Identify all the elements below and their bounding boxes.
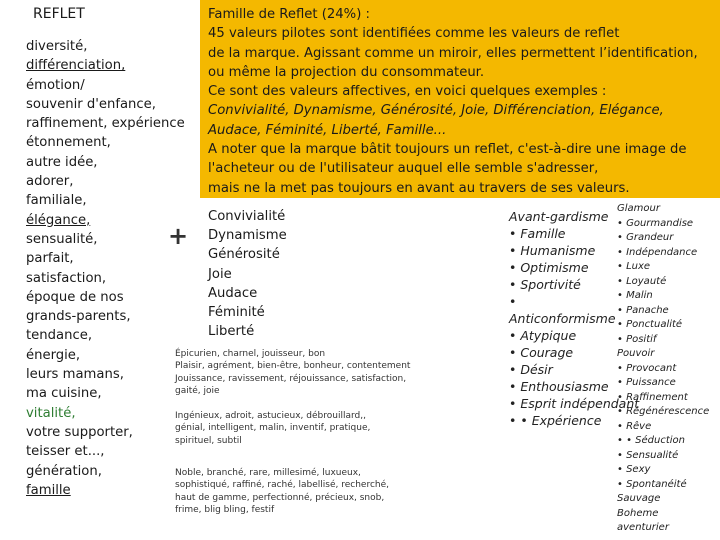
list-item: • Gourmandise	[617, 217, 694, 229]
list-item: • Famille	[509, 226, 566, 241]
list-item: Sauvage	[617, 493, 661, 504]
list-item: • Indépendance	[617, 246, 698, 258]
list-item: •	[509, 294, 517, 309]
list-item: • Luxe	[617, 261, 651, 272]
list-item: différenciation,	[26, 58, 126, 74]
definition-text	[208, 5, 718, 198]
description-line: Plaisir, agrément, bien-être, bonheur, contentement	[175, 361, 411, 372]
plus-sign: +	[168, 222, 189, 250]
list-item: vitalité,	[26, 405, 76, 421]
value-item: Liberté	[208, 324, 255, 340]
list-item: famille	[26, 482, 71, 498]
list-item: ma cuisine,	[26, 386, 102, 402]
description-line: haut de gamme, perfectionné, précieux, snob,	[175, 492, 385, 503]
list-item: élégance,	[26, 212, 91, 228]
list-item: familiale,	[26, 193, 87, 209]
description-line: frime, blig bling, festif	[175, 505, 275, 516]
list-item: énergie,	[26, 347, 81, 363]
value-item: Féminité	[208, 305, 265, 321]
list-item: souvenir d'enfance,	[26, 96, 156, 112]
list-item: • • Séduction	[617, 435, 685, 446]
description-group-2	[175, 410, 370, 447]
box-heading: Famille de Reflet (24%) :	[208, 7, 370, 22]
list-item: Glamour	[617, 203, 660, 214]
values-list	[208, 207, 287, 341]
value-item: Audace	[208, 285, 258, 301]
left-word-list	[26, 37, 185, 500]
description-line: Jouissance, ravissement, réjouissance, satisfaction,	[175, 373, 407, 384]
box-line: Audace, Féminité, Liberté, Famille...	[208, 122, 447, 138]
box-line: de la marque. Agissant comme un miroir, elles permettent l’identification,	[208, 45, 698, 61]
list-item: • Ponctualité	[617, 319, 683, 330]
list-item: grands-parents,	[26, 309, 131, 325]
box-line: mais ne la met pas toujours en avant au travers de ses valeurs.	[208, 180, 630, 196]
list-item: • Courage	[509, 345, 574, 360]
list-item: teisser et...,	[26, 444, 105, 460]
box-line: Ce sont des valeurs affectives, en voici quelques exemples :	[208, 84, 607, 100]
list-item: • Panache	[617, 304, 669, 316]
list-item: • Positif	[617, 333, 657, 345]
list-item: • Spontanéité	[617, 478, 687, 490]
list-item: • Enthousiasme	[509, 379, 609, 394]
description-line: spirituel, subtil	[175, 435, 242, 446]
list-item: sensualité,	[26, 231, 98, 247]
description-line: Noble, branché, rare, millesimé, luxueux,	[175, 468, 361, 478]
list-item: • Humanisme	[509, 243, 596, 258]
list-item: • Désir	[509, 362, 553, 377]
description-group-1	[175, 348, 410, 398]
description-line: sophistiqué, raffiné, raché, labellisé, recherché,	[175, 480, 390, 491]
list-item: émotion/	[26, 77, 85, 93]
value-item: Dynamisme	[208, 228, 287, 244]
list-item: • Sportivité	[509, 277, 581, 292]
values-column-2	[617, 202, 709, 536]
box-line: Convivialité, Dynamisme, Générosité, Joie, Différenciation, Elégance,	[208, 103, 664, 119]
description-line: gaité, joie	[175, 386, 220, 397]
list-item: satisfaction,	[26, 270, 107, 286]
list-item: • Atypique	[509, 328, 577, 343]
list-item: génération,	[26, 463, 102, 479]
list-item: diversité,	[26, 39, 88, 54]
list-item: • Optimisme	[509, 260, 589, 275]
description-line: Épicurien, charnel, jouisseur, bon	[175, 349, 326, 359]
box-line: l'acheteur ou de l'utilisateur auquel elle semble s'adresser,	[208, 161, 599, 177]
list-item: votre supporter,	[26, 424, 133, 440]
description-group-3	[175, 467, 389, 517]
description-line: Ingénieux, adroit, astucieux, débrouillard,,	[175, 411, 366, 421]
list-item: tendance,	[26, 328, 93, 344]
description-line: génial, intelligent, malin, inventif, pratique,	[175, 423, 371, 434]
list-item: Anticonformisme	[509, 311, 616, 326]
list-item: • Provocant	[617, 362, 677, 374]
list-item: • Régénérescence	[617, 406, 710, 417]
list-item: Avant-gardisme	[509, 209, 609, 224]
box-line: 45 valeurs pilotes sont identifiées comme les valeurs de reflet	[208, 26, 620, 42]
list-item: • Sexy	[617, 464, 651, 475]
page-title: REFLET	[33, 6, 85, 22]
list-item: parfait,	[26, 251, 74, 267]
list-item: • • Expérience	[509, 413, 602, 428]
list-item: Pouvoir	[617, 348, 655, 359]
box-line: ou même la projection du consommateur.	[208, 64, 485, 80]
value-item: Générosité	[208, 247, 280, 263]
value-item: Convivialité	[208, 209, 286, 224]
list-item: • Rêve	[617, 420, 652, 432]
list-item: époque de nos	[26, 289, 124, 305]
list-item: • Grandeur	[617, 232, 674, 243]
list-item: aventurier	[617, 522, 669, 533]
list-item: raffinement, expérience	[26, 116, 185, 132]
list-item: • Esprit indépendant	[509, 396, 640, 411]
list-item: Boheme	[617, 507, 659, 519]
value-item: Joie	[208, 266, 232, 282]
list-item: étonnement,	[26, 135, 111, 151]
list-item: leurs mamans,	[26, 367, 124, 383]
list-item: • Puissance	[617, 377, 676, 388]
list-item: • Loyauté	[617, 275, 667, 287]
box-line: A noter que la marque bâtit toujours un reflet, c'est-à-dire une image de	[208, 142, 687, 158]
list-item: • Malin	[617, 290, 653, 301]
list-item: autre idée,	[26, 154, 98, 170]
list-item: • Sensualité	[617, 449, 679, 461]
list-item: • Raffinement	[617, 391, 688, 403]
list-item: adorer,	[26, 174, 74, 190]
